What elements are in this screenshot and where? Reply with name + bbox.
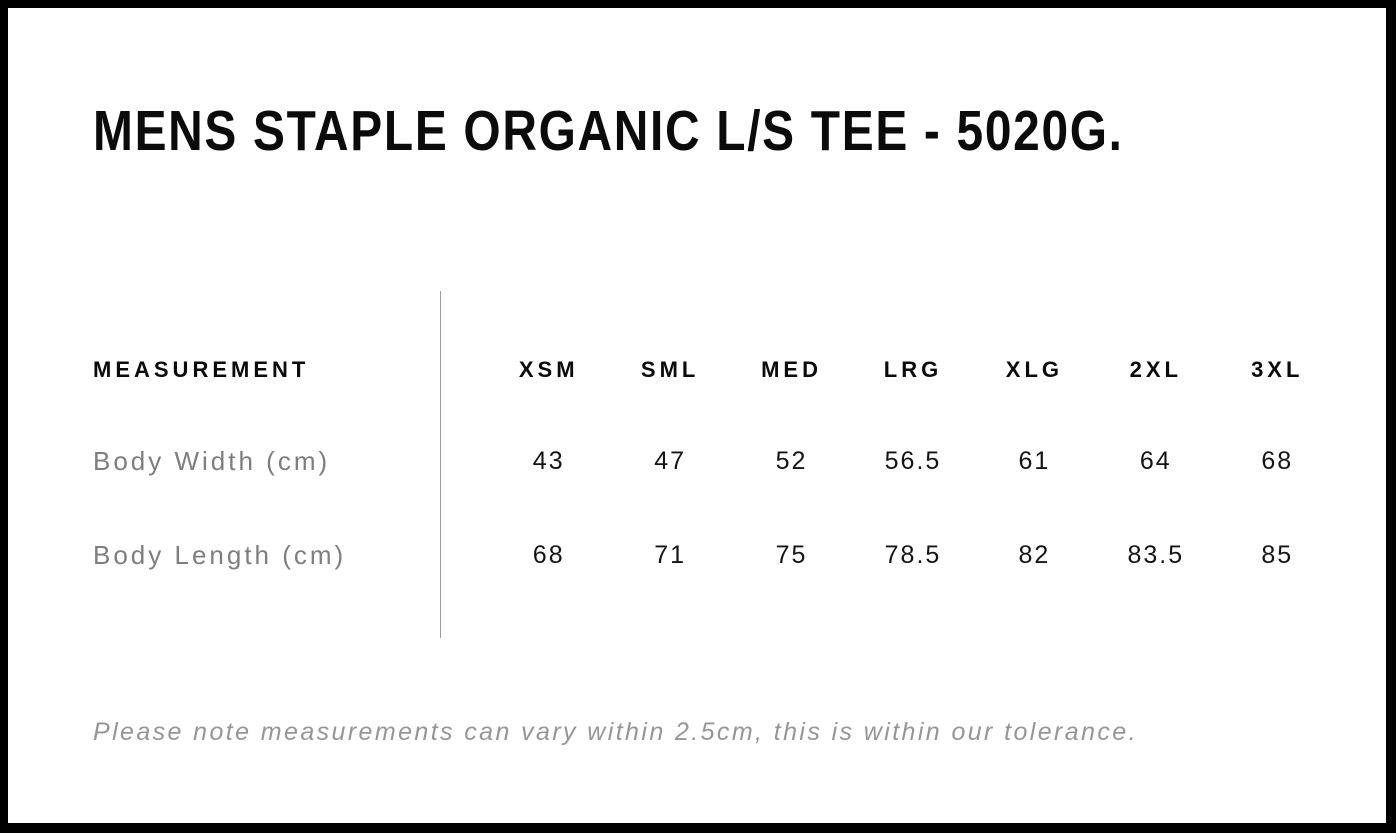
body-width-value-sml: 47 [654,447,687,475]
column-header-measurement: MEASUREMENT [93,357,310,382]
page-title: MENS STAPLE ORGANIC L/S TEE - 5020G. [93,99,1124,163]
body-width-value-3xl: 68 [1261,447,1294,475]
column-header-2xl: 2XL [1129,357,1182,382]
table-header-row [93,354,1338,386]
body-length-value-sml: 71 [654,541,687,569]
body-length-value-xsm: 68 [532,541,565,569]
row-label-body-width: Body Width (cm) [93,446,331,476]
body-length-value-lrg: 78.5 [884,541,942,569]
size-guide-sheet [8,8,1386,823]
table-row-body-length [93,539,1338,571]
body-width-value-2xl: 64 [1139,447,1172,475]
body-length-value-3xl: 85 [1261,541,1294,569]
column-header-xsm: XSM [518,357,579,382]
column-header-med: MED [761,357,822,382]
column-header-lrg: LRG [883,357,943,382]
body-length-value-2xl: 83.5 [1127,541,1185,569]
body-length-value-med: 75 [775,541,808,569]
body-width-value-med: 52 [775,447,808,475]
body-width-value-xlg: 61 [1018,447,1051,475]
column-header-sml: SML [640,357,700,382]
body-length-value-xlg: 82 [1018,541,1051,569]
body-width-value-lrg: 56.5 [884,447,942,475]
column-header-xlg: XLG [1005,357,1064,382]
column-header-3xl: 3XL [1251,357,1304,382]
row-label-body-length: Body Length (cm) [93,540,347,570]
table-row-body-width [93,445,1338,477]
body-width-value-xsm: 43 [532,447,565,475]
size-chart-table [93,285,1338,638]
tolerance-note: Please note measurements can vary within 2.5cm, this is within our tolerance. [93,718,1138,746]
